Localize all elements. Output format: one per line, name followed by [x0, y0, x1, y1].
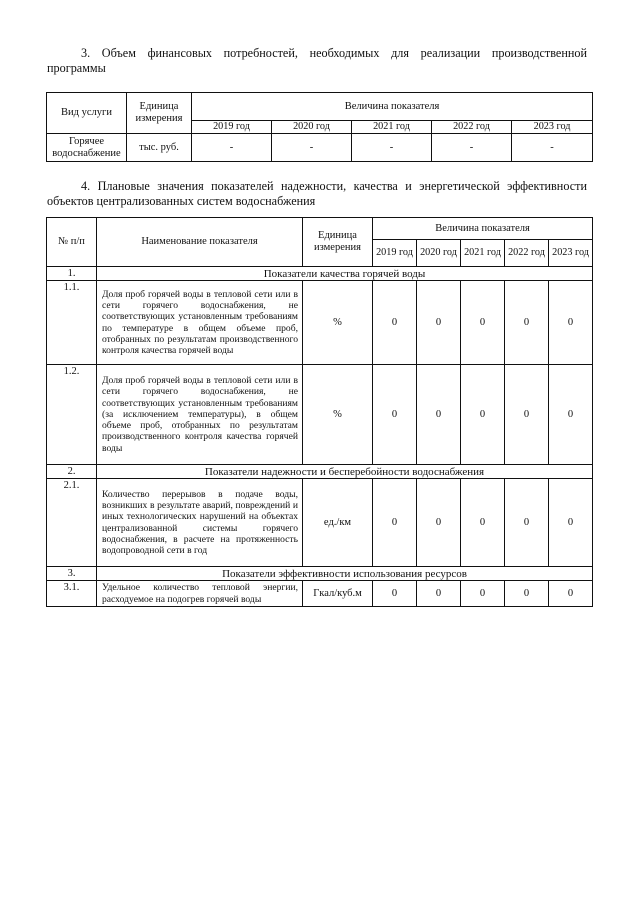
header-num: № п/п [47, 218, 97, 267]
service-cell: Горячее водоснабжение [47, 134, 127, 162]
year-header: 2021 год [461, 240, 505, 267]
group-title: Показатели эффективности использования ресурсов [97, 567, 593, 581]
value-cell: 0 [373, 281, 417, 365]
year-header: 2021 год [352, 121, 432, 134]
value-cell: 0 [417, 581, 461, 607]
row-name: Удельное количество тепловой энергии, расходуемое на подогрев горячей воды [97, 581, 303, 607]
value-cell: 0 [505, 479, 549, 567]
value-cell: - [432, 134, 512, 162]
unit-cell: тыс. руб. [127, 134, 192, 162]
group-row [47, 465, 593, 479]
row-num: 1.1. [47, 281, 97, 365]
value-cell: - [512, 134, 593, 162]
row-num: 2.1. [47, 479, 97, 567]
value-cell: 0 [373, 365, 417, 465]
financial-needs-table [46, 92, 593, 162]
value-cell: 0 [373, 581, 417, 607]
value-cell: 0 [373, 479, 417, 567]
header-value: Величина показателя [192, 93, 593, 121]
value-cell: 0 [461, 479, 505, 567]
table-row [47, 479, 593, 567]
year-header: 2019 год [373, 240, 417, 267]
row-name: Количество перерывов в подаче воды, возникших в результате аварий, повреждений и иных технологических нарушений на объектах централизованной системы горячего водоснабжения, в расчете на протяженность водопроводной сети в год [97, 479, 303, 567]
table-row [47, 581, 593, 607]
year-header: 2023 год [512, 121, 593, 134]
row-num: 3.1. [47, 581, 97, 607]
row-num: 1.2. [47, 365, 97, 465]
value-cell: 0 [461, 365, 505, 465]
year-header: 2020 год [417, 240, 461, 267]
value-cell: 0 [417, 365, 461, 465]
header-service: Вид услуги [47, 93, 127, 134]
group-row [47, 267, 593, 281]
year-header: 2023 год [549, 240, 593, 267]
value-cell: 0 [505, 581, 549, 607]
value-cell: 0 [505, 281, 549, 365]
table-row [47, 134, 593, 162]
value-cell: 0 [505, 365, 549, 465]
value-cell: 0 [549, 581, 593, 607]
value-cell: 0 [549, 281, 593, 365]
value-cell: - [272, 134, 352, 162]
year-header: 2022 год [505, 240, 549, 267]
group-row [47, 567, 593, 581]
year-header: 2022 год [432, 121, 512, 134]
value-cell: - [352, 134, 432, 162]
row-name: Доля проб горячей воды в тепловой сети или в сети горячего водоснабжения, не соответствующих установленным требованиям по температуре в общем объеме проб, отобранных по результатам производственного контроля качества горячей воды [97, 281, 303, 365]
value-cell: 0 [549, 479, 593, 567]
indicators-table [46, 217, 593, 607]
value-cell: 0 [461, 281, 505, 365]
value-cell: - [192, 134, 272, 162]
group-title: Показатели надежности и бесперебойности водоснабжения [97, 465, 593, 479]
header-unit: Единица измерения [127, 93, 192, 134]
section-3-heading: 3. Объем финансовых потребностей, необходимых для реализации производственной программы [47, 46, 587, 75]
row-unit: Гкал/куб.м [303, 581, 373, 607]
table-row [47, 365, 593, 465]
row-unit: % [303, 281, 373, 365]
section-4-heading: 4. Плановые значения показателей надежности, качества и энергетической эффективности объектов централизованных систем водоснабжения [47, 179, 587, 208]
year-header: 2020 год [272, 121, 352, 134]
row-name: Доля проб горячей воды в тепловой сети или в сети горячего водоснабжения, не соответствующих установленным требованиям (за исключением температуры), в общем объеме проб, отобранных по результатам производственного контроля качества горячей воды [97, 365, 303, 465]
group-num: 1. [47, 267, 97, 281]
header-name: Наименование показателя [97, 218, 303, 267]
header-value: Величина показателя [373, 218, 593, 240]
value-cell: 0 [417, 281, 461, 365]
value-cell: 0 [417, 479, 461, 567]
row-unit: ед./км [303, 479, 373, 567]
header-unit: Единица измерения [303, 218, 373, 267]
table-row [47, 281, 593, 365]
group-num: 2. [47, 465, 97, 479]
year-header: 2019 год [192, 121, 272, 134]
group-num: 3. [47, 567, 97, 581]
row-unit: % [303, 365, 373, 465]
value-cell: 0 [549, 365, 593, 465]
group-title: Показатели качества горячей воды [97, 267, 593, 281]
value-cell: 0 [461, 581, 505, 607]
